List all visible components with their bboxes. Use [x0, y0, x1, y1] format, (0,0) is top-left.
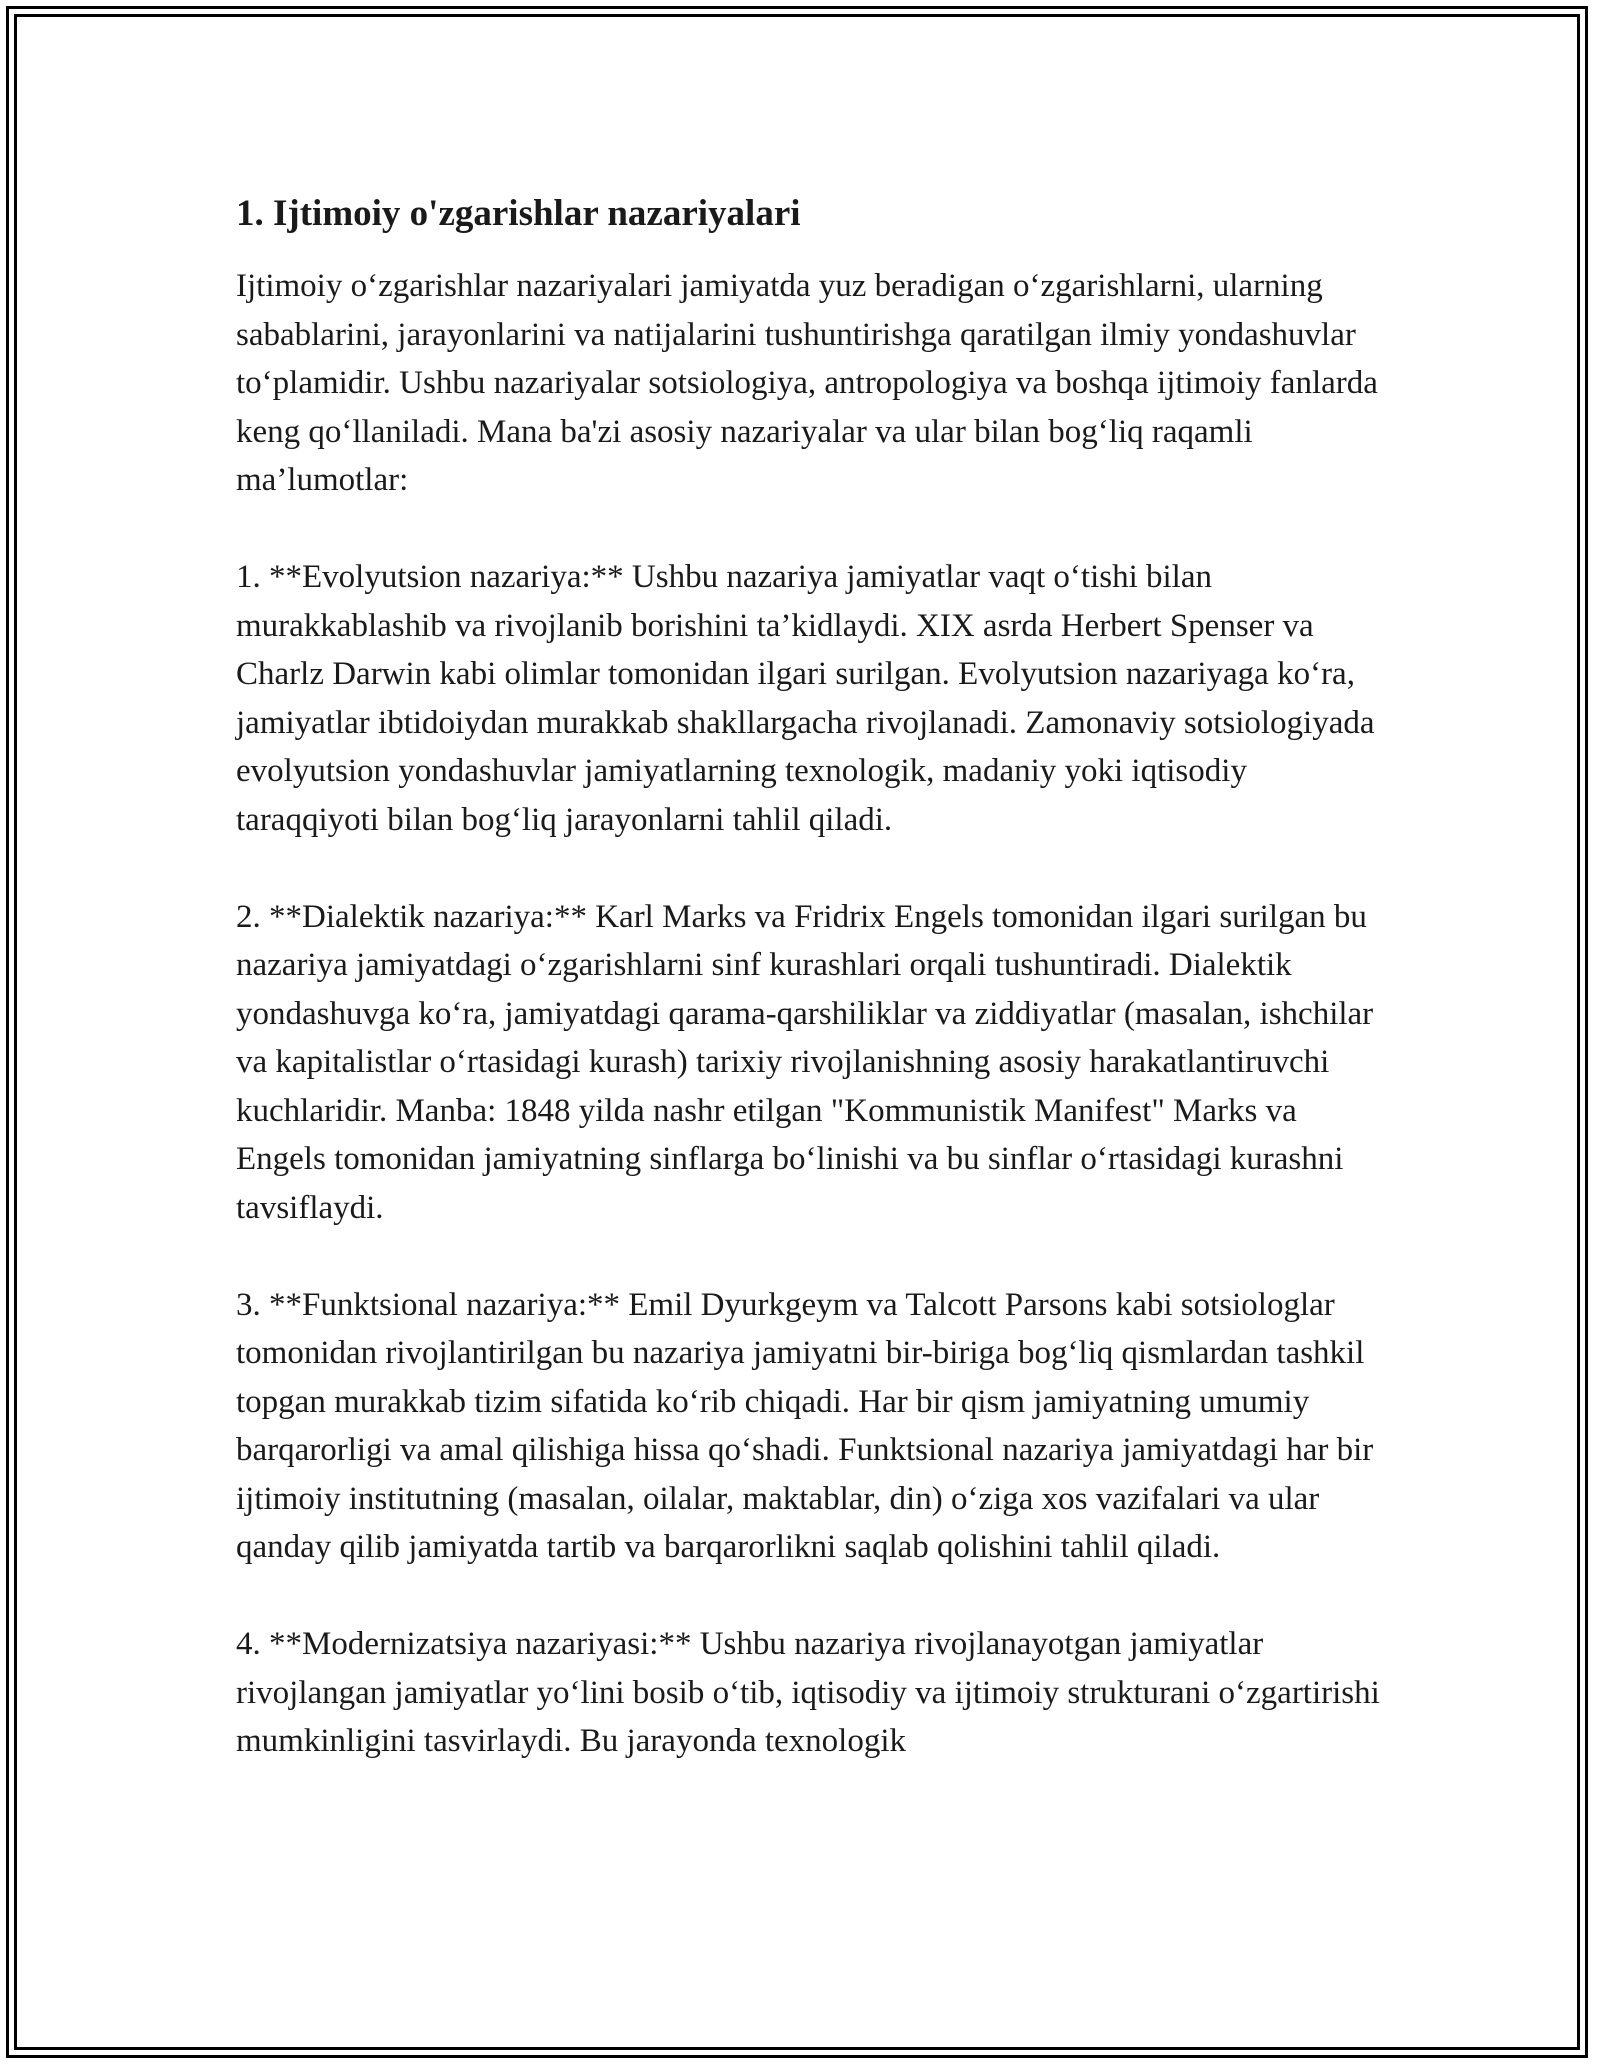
paragraph-evolutionary-theory: 1. **Evolyutsion nazariya:** Ushbu nazariya jamiyatlar vaqt o‘tishi bilan murakkablashib va rivojlanib borishini ta’kidlaydi. XIX asrda Herbert Spenser va Charlz Darwin kabi olimlar tomonidan ilgari surilgan. Evolyutsion nazariyaga ko‘ra, jamiyatlar ibtidoiydan murakkab shakllargacha rivojlanadi. Zamonaviy sotsiologiyada evolyutsion yondashuvlar jamiyatlarning texnologik, madaniy yoki iqtisodiy taraqqiyoti bilan bog‘liq jarayonlarni tahlil qiladi.	[236, 559, 1375, 838]
paragraph-modernization-theory: 4. **Modernizatsiya nazariyasi:** Ushbu nazariya rivojlanayotgan jamiyatlar rivojlangan jamiyatlar yo‘lini bosib o‘tib, iqtisodiy va ijtimoiy strukturani o‘zgartirishi mumkinligini tasvirlaydi. Bu jarayonda texnologik	[236, 1626, 1380, 1759]
document-body	[236, 186, 1386, 1814]
paragraph-functional-theory: 3. **Funktsional nazariya:** Emil Dyurkgeym va Talcott Parsons kabi sotsiologlar tomonidan rivojlantirilgan bu nazariya jamiyatni bir-biriga bog‘liq qismlardan tashkil topgan murakkab tizim sifatida ko‘rib chiqadi. Har bir qism jamiyatning umumiy barqarorligi va amal qilishiga hissa qo‘shadi. Funktsional nazariya jamiyatdagi har bir ijtimoiy institutning (masalan, oilalar, maktablar, din) o‘ziga xos vazifalari va ular qanday qilib jamiyatda tartib va barqarorlikni saqlab qolishini tahlil qiladi.	[236, 1286, 1374, 1565]
paragraph-dialectical-theory: 2. **Dialektik nazariya:** Karl Marks va Fridrix Engels tomonidan ilgari surilgan bu nazariya jamiyatdagi o‘zgarishlarni sinf kurashlari orqali tushuntiradi. Dialektik yondashuvga ko‘ra, jamiyatdagi qarama-qarshiliklar va ziddiyatlar (masalan, ishchilar va kapitalistlar o‘rtasidagi kurash) tarixiy rivojlanishning asosiy harakatlantiruvchi kuchlaridir. Manba: 1848 yilda nashr etilgan "Kommunistik Manifest" Marks va Engels tomonidan jamiyatning sinflarga bo‘linishi va bu sinflar o‘rtasidagi kurashni tavsiflaydi.	[236, 898, 1374, 1226]
document-title: 1. Ijtimoiy o'zgarishlar nazariyalari	[236, 193, 801, 234]
intro-paragraph: Ijtimoiy o‘zgarishlar nazariyalari jamiyatda yuz beradigan o‘zgarishlarni, ularning sabablarini, jarayonlarini va natijalarini tushuntirishga qaratilgan ilmiy yondashuvlar to‘plamidir. Ushbu nazariyalar sotsiologiya, antropologiya va boshqa ijtimoiy fanlarda keng qo‘llaniladi. Mana ba'zi asosiy nazariyalar va ular bilan bog‘liq raqamli ma’lumotlar:	[236, 268, 1378, 498]
